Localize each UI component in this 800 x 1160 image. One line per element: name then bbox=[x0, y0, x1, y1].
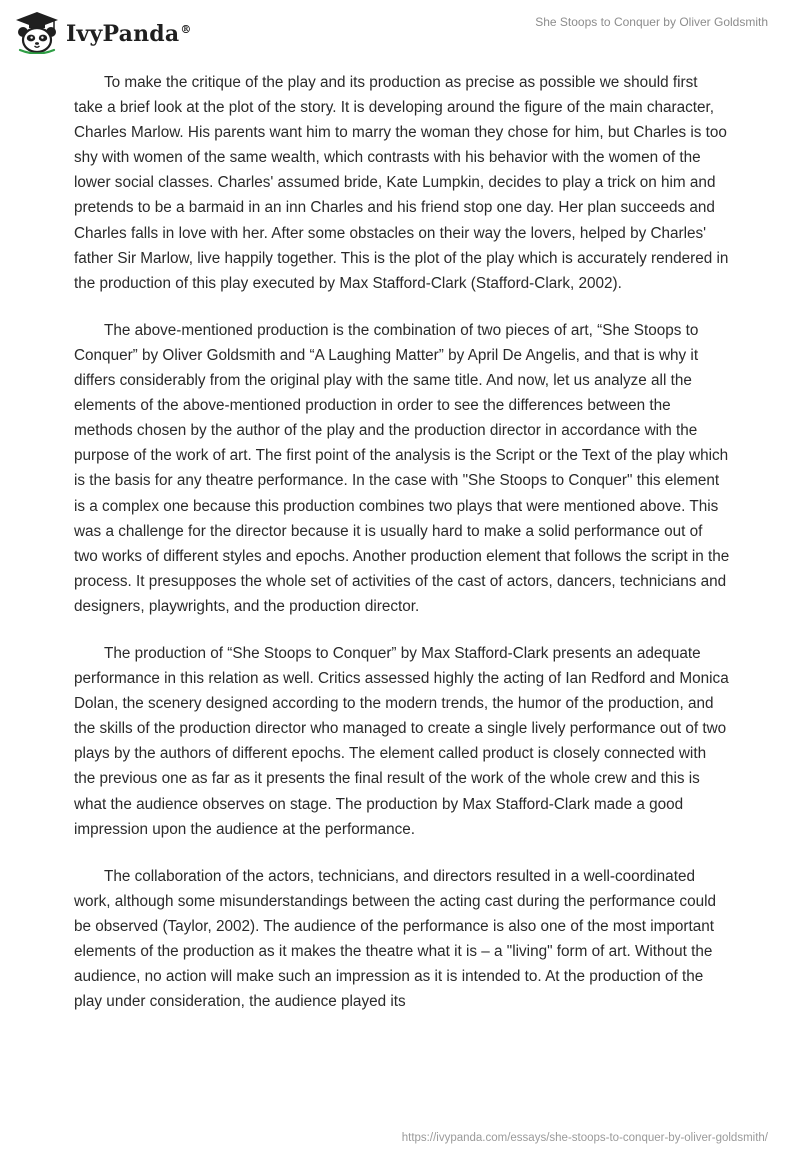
essay-paragraph: The above-mentioned production is the combination of two pieces of art, “She Stoops to Conquer” by Oliver Goldsmith and “A Laughing Matter” by April De Angelis, and that is why it differs considerably from the original play with the same title. And now, let us analyze all the elements of the above-mentioned production in order to see the differences between the methods chosen by the author of the play and the production director in accordance with the purpose of the work of art. The first point of the analysis is the Script or the Text of the play which is the basis for any theatre performance. In the case with "She Stoops to Conquer" this element is a complex one because this production combines two plays that were mentioned above. This was a challenge for the director because it is usually hard to make a solid performance out of two works of different styles and epochs. Another production element that follows the script in the process. It presupposes the whole set of activities of the cast of actors, dancers, technicians and designers, playwrights, and the production director. bbox=[74, 321, 730, 615]
page-header bbox=[0, 0, 800, 62]
essay-body bbox=[74, 70, 730, 1036]
essay-paragraph: The production of “She Stoops to Conquer” by Max Stafford-Clark presents an adequate performance in this relation as well. Critics assessed highly the acting of Ian Redford and Monica Dolan, the scenery designed according to the modern trends, the humor of the production, and the skills of the production director who managed to create a single lively performance out of two plays by the authors of different epochs. The element called product is closely connected with the previous one as far as it presents the final result of the work of the whole crew and this is what the audience observes on stage. The production by Max Stafford-Clark made a good impression upon the audience at the performance. bbox=[74, 644, 729, 838]
panda-graduate-logo-icon bbox=[14, 10, 60, 54]
brand-name bbox=[66, 21, 192, 47]
essay-paragraph: To make the critique of the play and its production as precise as possible we should first take a brief look at the plot of the story. It is developing around the figure of the main character, Charles Marlow. His parents want him to marry the woman they chose for him, but Charles is too shy with women of the same wealth, which contrasts with his behavior with the women of the lower social classes. Charles' assumed bride, Kate Lumpkin, decides to play a trick on him and pretends to be a barmaid in an inn Charles and his friend stop one day. Her plan succeeds and Charles falls in love with her. After some obstacles on their way the lovers, helped by Charles' father Sir Marlow, live happily together. This is the plot of the play which is accurately rendered in the production of this play executed by Max Stafford-Clark (Stafford-Clark, 2002). bbox=[74, 74, 729, 292]
brand-name-text: IvyPanda bbox=[66, 21, 180, 47]
document-title: She Stoops to Conquer by Oliver Goldsmith bbox=[535, 15, 768, 29]
essay-paragraph: The collaboration of the actors, technicians, and directors resulted in a well-coordinated work, although some misunderstandings between the acting cast during the performance could be observed (Taylor, 2002). The audience of the performance is also one of the most important elements of the production as it makes the theatre what it is – a "living" form of art. Without the audience, no action will make such an impression as it is intended to. At the production of the play under consideration, the audience played its bbox=[74, 867, 716, 1011]
brand-logo[interactable] bbox=[14, 10, 192, 54]
registered-mark: ® bbox=[180, 22, 192, 36]
source-url[interactable]: https://ivypanda.com/essays/she-stoops-to-conquer-by-oliver-goldsmith/ bbox=[401, 1132, 768, 1144]
